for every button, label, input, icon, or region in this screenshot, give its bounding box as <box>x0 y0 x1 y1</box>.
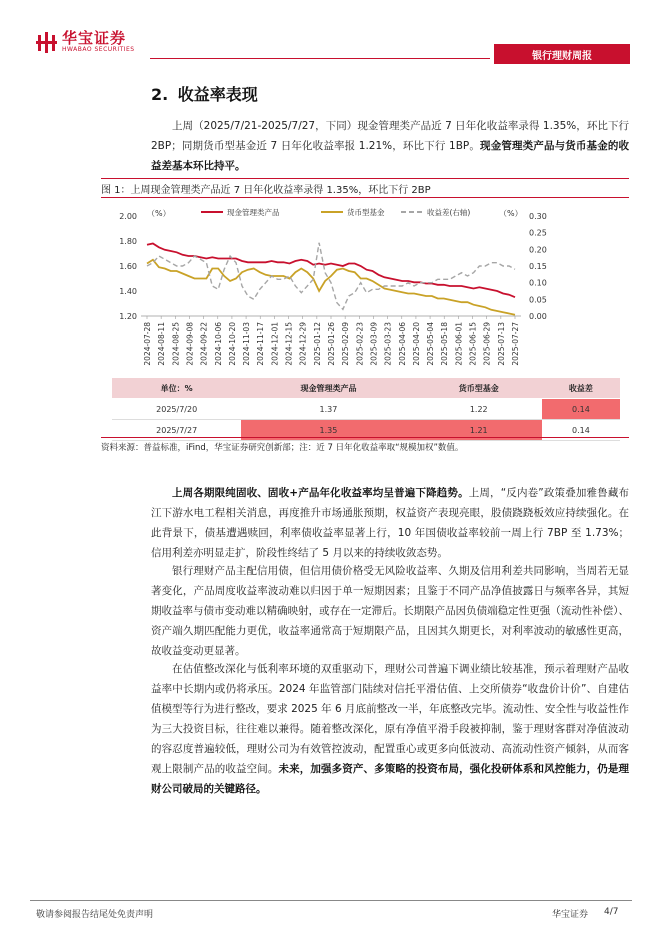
paragraph-valuation-reform <box>151 659 629 799</box>
table-row <box>112 399 620 420</box>
x-tick-label: 2024-08-25 <box>171 322 181 366</box>
header-rule <box>150 58 490 59</box>
legend-label-cash: 现金管理类产品 <box>227 208 280 217</box>
intro-text: 上周（2025/7/21-2025/7/27，下同）现金管理类产品近 7 日年化收益率录得 1.35%，环比下行 2BP；同期货币型基金近 7 日年化收益率报 1.21%，环比下行 1BP。 <box>151 120 629 152</box>
logo-english: HWABAO SECURITIES <box>62 46 135 53</box>
paragraph-yield-trend <box>151 483 629 563</box>
x-tick-label: 2025-04-06 <box>397 322 407 366</box>
x-tick-label: 2025-02-09 <box>341 322 351 366</box>
table-header-cash: 现金管理类产品 <box>241 378 415 399</box>
company-logo <box>36 30 135 54</box>
legend-label-money: 货币型基金 <box>347 208 385 217</box>
table-cell-spread: 0.14 <box>542 420 620 441</box>
x-tick-label: 2025-04-20 <box>411 322 421 366</box>
footer-rule <box>30 900 632 901</box>
report-type-badge: 银行理财周报 <box>494 44 630 64</box>
table-cell-cash: 1.37 <box>241 399 415 420</box>
x-tick-label: 2024-08-11 <box>157 322 167 366</box>
intro-paragraph <box>151 116 629 176</box>
table-cell-date: 2025/7/27 <box>112 420 241 441</box>
footer-disclaimer: 敬请参阅报告结尾处免责声明 <box>36 910 154 920</box>
x-tick-label: 2025-05-04 <box>426 322 436 366</box>
x-tick-label: 2025-06-29 <box>482 322 492 366</box>
y-right-tick-label: 0.30 <box>529 212 547 221</box>
x-tick-label: 2024-12-01 <box>270 322 280 366</box>
y-left-unit: （%） <box>147 209 171 218</box>
para3-text: 在估值整改深化与低利率环境的双重驱动下，理财公司普遍下调业绩比较基准，预示着理财产品收益率中长期内或仍将承压。2024 年监管部门陆续对信托平滑估值、上交所债券“收盘价计价”、自建估值模型等行为进行整改，要求 2025 年 6 月底前整改一半，年底整改完毕。流动性、安全性与收益性作为三大投资目标，往往难以兼得。随着整改深化，原有净值平滑手段被抑制，鉴于理财客群对净值波动的容忍度普遍较低，理财公司为有效管控波动，配置重心或更多向低波动、高流动性资产倾斜，从而客观上限制产品的收益空间。 <box>151 663 629 775</box>
x-tick-label: 2024-11-03 <box>242 322 252 366</box>
yield-summary-table <box>112 378 620 441</box>
y-right-unit: （%） <box>499 209 523 218</box>
section-heading: 收益率表现 <box>177 85 258 104</box>
y-right-tick-label: 0.05 <box>529 295 547 305</box>
figure-top-rule <box>101 178 629 179</box>
y-right-tick-label: 0.25 <box>529 228 547 238</box>
table-cell-spread: 0.14 <box>542 399 620 420</box>
page-number: 4/7 <box>604 907 619 917</box>
y-left-tick-label: 2.00 <box>119 212 137 221</box>
y-left-tick-label: 1.40 <box>119 287 137 296</box>
x-tick-label: 2024-12-15 <box>284 322 294 366</box>
y-left-tick-label: 1.20 <box>119 312 137 321</box>
x-tick-label: 2025-06-01 <box>454 322 464 366</box>
x-tick-label: 2024-10-06 <box>213 322 223 366</box>
x-tick-label: 2025-03-09 <box>369 322 379 366</box>
y-right-tick-label: 0.00 <box>529 312 547 321</box>
series-line-cash <box>147 244 515 298</box>
x-tick-label: 2025-05-18 <box>440 322 450 366</box>
intro-bold-text: 现金管理类产品与货币基金的收益差基本环比持平。 <box>151 140 630 172</box>
x-tick-label: 2024-11-17 <box>256 322 266 366</box>
footer-company: 华宝证券 <box>552 910 589 920</box>
table-cell-date: 2025/7/20 <box>112 399 241 420</box>
figure-bottom-rule <box>101 437 629 438</box>
x-tick-label: 2025-07-13 <box>496 322 506 366</box>
x-tick-label: 2024-12-29 <box>298 322 308 366</box>
x-tick-label: 2025-02-23 <box>355 322 365 366</box>
legend-label-spread: 收益差(右轴) <box>427 208 471 217</box>
yield-line-chart <box>101 200 561 375</box>
table-cell-money: 1.22 <box>416 399 542 420</box>
x-tick-label: 2025-06-15 <box>468 322 478 366</box>
section-title <box>151 82 258 105</box>
y-left-tick-label: 1.60 <box>119 262 137 271</box>
table-header-money: 货币型基金 <box>416 378 542 399</box>
x-tick-label: 2024-09-08 <box>185 322 195 366</box>
table-header-unit: 单位：% <box>112 378 241 399</box>
page-header <box>0 0 662 64</box>
para2-text: 银行理财产品主配信用债，但信用债价格受无风险收益率、久期及信用利差共同影响，当周若无显著变化，产品周度收益率波动难以归因于单一短期因素；且鉴于不同产品净值披露日与频率各异，其短期收益率与债市变动难以精确映射，或存在一定滞后。长期限产品因负债端稳定性更强（流动性补偿）、资产端久期匹配能力更优，收益率通常高于短期限产品，且因其久期更长，对利率波动的敏感性更高，故收益变动更显著。 <box>151 565 629 657</box>
x-tick-label: 2025-03-23 <box>383 322 393 366</box>
logo-mark-icon <box>36 31 58 53</box>
para1-bold-text: 上周各期限纯固收、固收+产品年化收益率均呈普遍下降趋势。 <box>172 487 469 499</box>
x-tick-label: 2025-01-26 <box>327 322 336 366</box>
figure-caption: 图 1：上周现金管理类产品近 7 日年化收益率录得 1.35%，环比下行 2BP <box>101 185 431 196</box>
table-cell-cash: 1.35 <box>241 420 415 441</box>
y-right-tick-label: 0.20 <box>529 245 547 255</box>
table-cell-money: 1.21 <box>416 420 542 441</box>
para1-text: 上周，“反内卷”政策叠加雅鲁藏布江下游水电工程相关消息，再度推升市场通胀预期，权益资产表现亮眼，股债跷跷板效应持续强化。在此背景下，债基遭遇赎回，利率债收益率显著上行，10 年国债收益率较前一周上行 7BP 至 1.73%；信用利差亦明显走扩，阶段性终结了 5 月以来的持续收敛态势。 <box>151 487 629 559</box>
x-tick-label: 2025-01-12 <box>312 322 322 366</box>
figure-caption-rule <box>101 197 629 198</box>
logo-chinese: 华宝证券 <box>62 29 127 47</box>
y-right-tick-label: 0.15 <box>529 262 547 271</box>
figure-source-note: 资料来源：普益标准，iFind，华宝证券研究创新部；注：近 7 日年化收益率取“规模加权”数值。 <box>101 443 464 453</box>
table-header-spread: 收益差 <box>542 378 620 399</box>
series-line-money <box>147 260 515 315</box>
section-number: 2. <box>151 85 169 104</box>
para3-bold-text: 未来，加强多资产、多策略的投资布局，强化投研体系和风控能力，仍是理财公司破局的关键路径。 <box>151 763 629 795</box>
y-right-tick-label: 0.10 <box>529 278 547 288</box>
paragraph-credit-bond <box>151 561 629 661</box>
x-tick-label: 2024-10-20 <box>227 322 237 366</box>
x-tick-label: 2024-07-28 <box>143 322 152 366</box>
y-left-tick-label: 1.80 <box>119 237 137 246</box>
x-tick-label: 2024-09-22 <box>199 322 209 366</box>
x-tick-label: 2025-07-27 <box>511 322 520 366</box>
table-header-row <box>112 378 620 399</box>
